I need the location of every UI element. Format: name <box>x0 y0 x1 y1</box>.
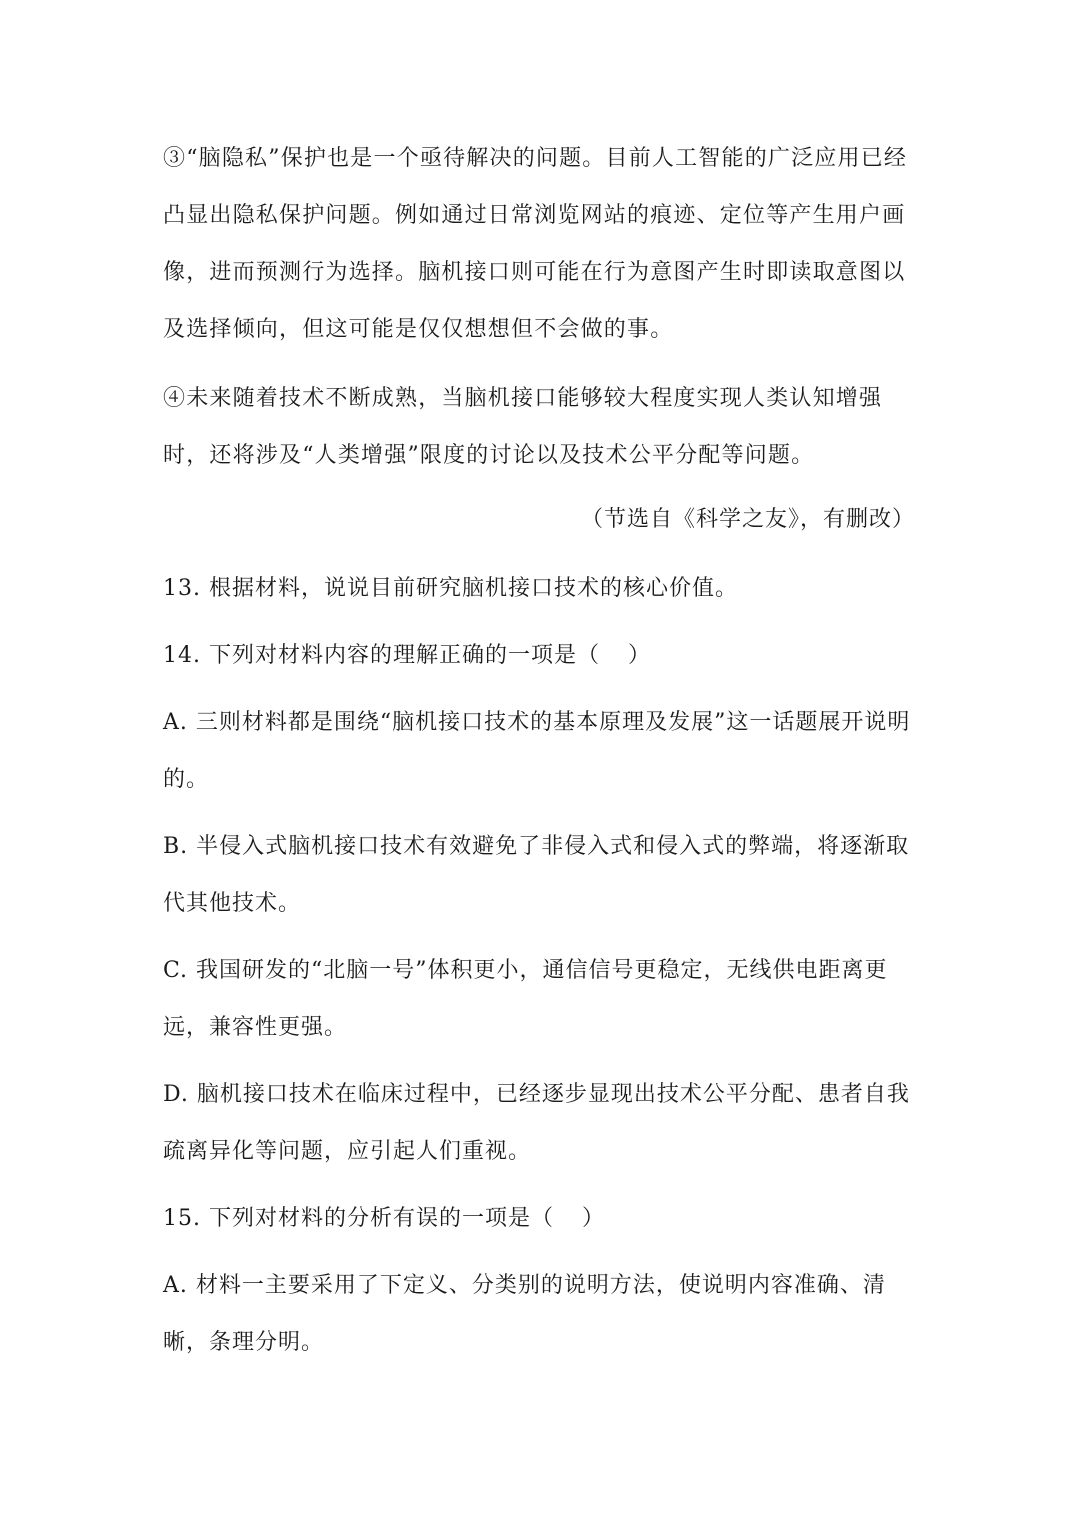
question-14-option-c: C. 我国研发的“北脑一号”体积更小，通信信号更稳定，无线供电距离更远，兼容性更强。 <box>163 958 888 1040</box>
question-14-option-d: D. 脑机接口技术在临床过程中，已经逐步显现出技术公平分配、患者自我疏离异化等问题，应引起人们重视。 <box>163 1082 910 1164</box>
question-15-option-a: A. 材料一主要采用了下定义、分类别的说明方法，使说明内容准确、清晰，条理分明。 <box>163 1273 886 1355</box>
paragraph-3: ③“脑隐私”保护也是一个亟待解决的问题。目前人工智能的广泛应用已经凸显出隐私保护问题。例如通过日常浏览网站的痕迹、定位等产生用户画像，进而预测行为选择。脑机接口则可能在行为意图产生时即读取意图以及选择倾向，但这可能是仅仅想想但不会做的事。 <box>163 146 908 342</box>
question-15-stem-text: 15. 下列对材料的分析有误的一项是（ <box>163 1206 554 1231</box>
source-citation: （节选自《科学之友》，有删改） <box>580 507 915 532</box>
question-14-stem-close: ） <box>627 643 651 668</box>
paragraph-4: ④未来随着技术不断成熟，当脑机接口能够较大程度实现人类认知增强时，还将涉及“人类增强”限度的讨论以及技术公平分配等问题。 <box>163 386 883 468</box>
question-14-option-a: A. 三则材料都是围绕“脑机接口技术的基本原理及发展”这一话题展开说明的。 <box>163 710 911 792</box>
question-14-option-b: B. 半侵入式脑机接口技术有效避免了非侵入式和侵入式的弊端，将逐渐取代其他技术。 <box>163 834 910 916</box>
question-15-stem <box>163 1190 919 1247</box>
question-14-stem <box>163 627 919 684</box>
question-13: 13. 根据材料，说说目前研究脑机接口技术的核心价值。 <box>163 576 738 601</box>
question-15-stem-close: ） <box>581 1206 605 1231</box>
question-14-stem-text: 14. 下列对材料内容的理解正确的一项是（ <box>163 643 600 668</box>
